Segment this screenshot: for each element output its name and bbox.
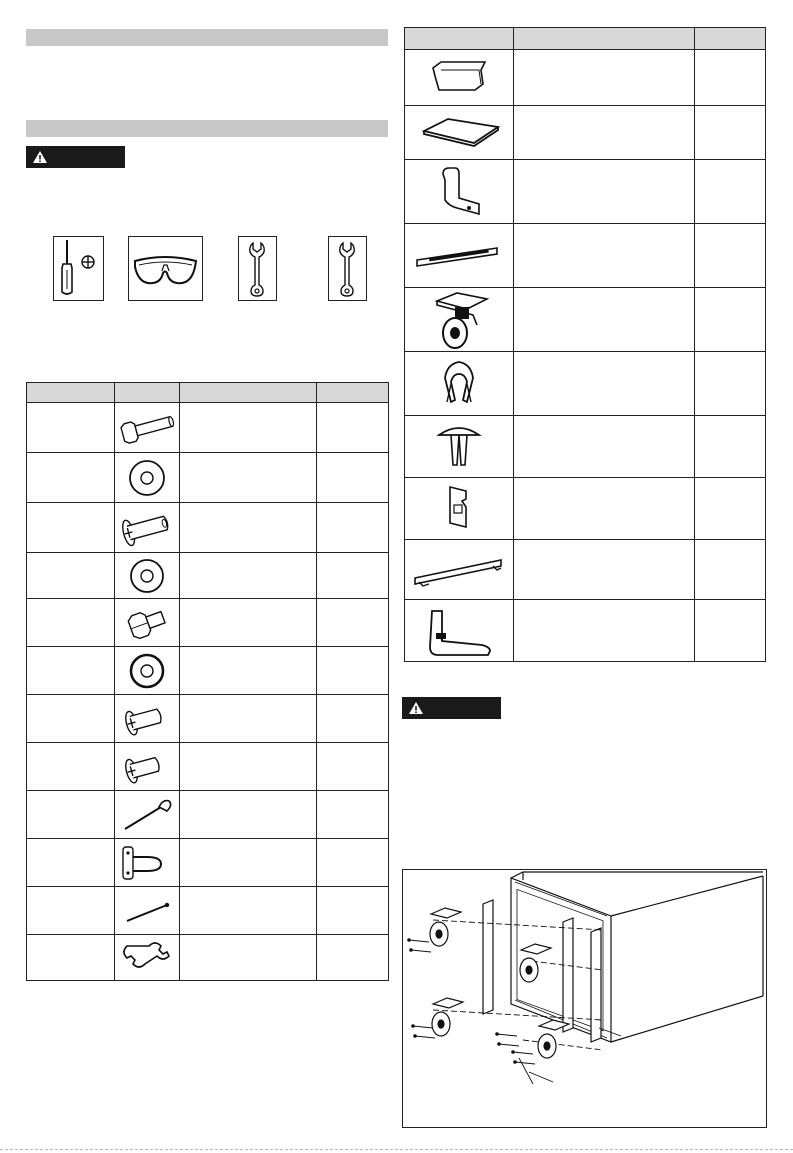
warning-label-2	[402, 697, 501, 719]
hex-bolt-short-icon	[124, 603, 170, 643]
long-rail-icon	[409, 548, 509, 592]
wrench-icon	[329, 237, 366, 300]
table-row	[27, 695, 389, 743]
table-row	[405, 540, 766, 600]
warning-label	[26, 146, 125, 168]
table-row	[405, 160, 766, 224]
page-trim-line	[0, 1149, 793, 1150]
table-row	[27, 453, 389, 503]
phillips-barrel-nut-icon	[119, 699, 175, 739]
table-row	[27, 403, 389, 453]
table-row	[27, 553, 389, 599]
warning-triangle-icon	[408, 701, 424, 715]
large-washer-icon	[127, 458, 167, 498]
thick-washer-icon	[127, 651, 167, 691]
table-row	[27, 503, 389, 553]
hardware-header-1	[27, 383, 115, 403]
table-row	[27, 887, 389, 935]
table-row	[27, 647, 389, 695]
parts-table	[404, 27, 766, 662]
corner-handle-icon	[414, 603, 504, 659]
table-row	[27, 599, 389, 647]
table-row	[405, 288, 766, 352]
hook-bracket-icon	[434, 481, 484, 537]
tool-wrench-1	[238, 236, 277, 301]
phillips-screwdriver-icon	[54, 237, 103, 300]
table-row	[405, 352, 766, 416]
section-header-bar-2	[26, 120, 388, 137]
table-row	[405, 50, 766, 106]
hardware-header-2	[115, 383, 180, 403]
cable-tie-icon	[119, 795, 175, 835]
table-row	[27, 839, 389, 887]
clip-icon	[429, 356, 489, 412]
table-row	[405, 478, 766, 540]
panel-plate-icon	[414, 113, 504, 153]
push-rivet-icon	[429, 419, 489, 475]
warning-triangle-icon	[32, 150, 48, 164]
parts-header-2	[514, 28, 695, 50]
table-row	[405, 224, 766, 288]
locking-caster-icon	[419, 289, 499, 351]
hex-bolt-long-icon	[116, 410, 178, 446]
phillips-barrel-nut-small-icon	[119, 747, 175, 787]
wrench-icon	[239, 237, 276, 300]
l-bracket-icon	[429, 164, 489, 220]
tool-wrench-2	[328, 236, 367, 301]
double-wrench-icon	[119, 938, 175, 978]
table-row	[27, 743, 389, 791]
parts-header-1	[405, 28, 514, 50]
caster-assembly-diagram	[402, 869, 767, 1128]
table-row	[405, 106, 766, 160]
caster-assembly-illustration	[403, 870, 766, 1127]
tray-bracket-icon	[419, 56, 499, 100]
pin-icon	[119, 891, 175, 931]
table-row	[27, 791, 389, 839]
parts-header-3	[695, 28, 766, 50]
table-row	[405, 416, 766, 478]
rail-bar-icon	[411, 236, 507, 276]
tool-safety-goggles	[128, 236, 203, 301]
washer-icon	[127, 556, 167, 596]
tool-phillips-screwdriver	[53, 236, 104, 301]
table-row	[27, 935, 389, 981]
table-row	[405, 600, 766, 662]
hardware-header-4	[317, 383, 389, 403]
hardware-table	[26, 382, 389, 981]
safety-goggles-icon	[129, 237, 202, 300]
hardware-header-3	[180, 383, 317, 403]
section-header-bar-1	[26, 29, 388, 46]
eye-bolt-icon	[119, 843, 175, 883]
phillips-barrel-bolt-icon	[116, 508, 178, 548]
